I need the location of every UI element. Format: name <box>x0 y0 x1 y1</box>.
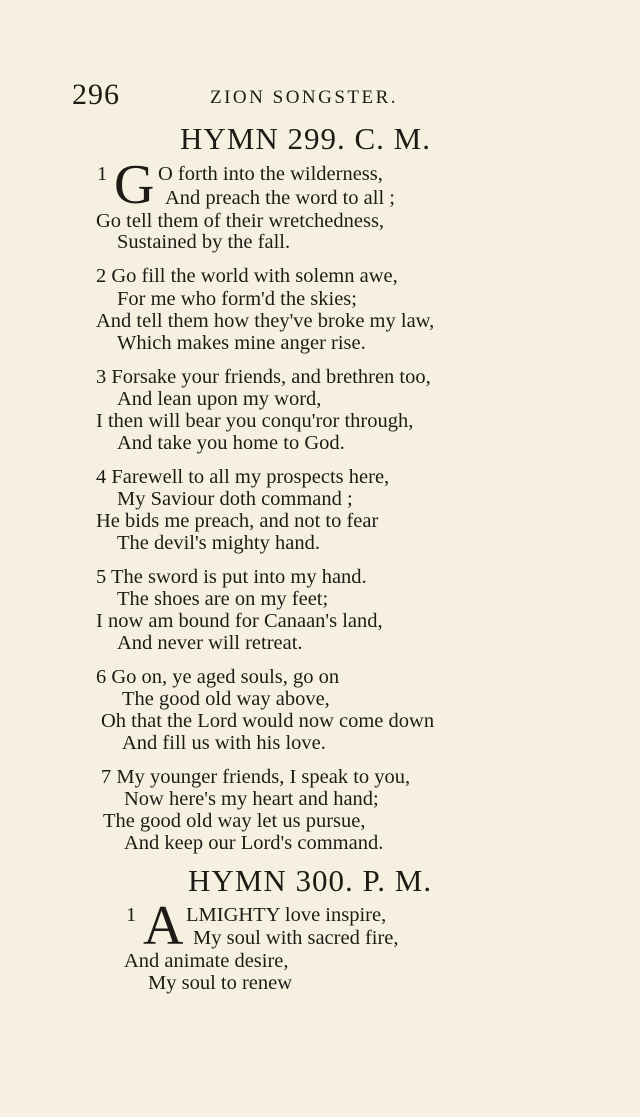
verse-line: And lean upon my word, <box>117 388 322 410</box>
verse-line: My Saviour doth command ; <box>117 488 353 510</box>
verse-line: The shoes are on my feet; <box>117 588 329 610</box>
verse-line: For me who form'd the skies; <box>117 288 357 310</box>
verse-line: LMIGHTY love inspire, <box>186 904 387 926</box>
verse-line: Oh that the Lord would now come down <box>101 710 435 732</box>
verse-line: 7 My younger friends, I speak to you, <box>101 766 411 788</box>
verse-line: Go tell them of their wretchedness, <box>96 210 385 232</box>
verse-line: And preach the word to all ; <box>165 187 395 209</box>
verse-number: 1 <box>126 904 137 926</box>
verse-line: I then will bear you conqu'ror through, <box>96 410 414 432</box>
verse-line: Now here's my heart and hand; <box>124 788 379 810</box>
verse-line: Which makes mine anger rise. <box>117 332 366 354</box>
verse-line: 5 The sword is put into my hand. <box>96 566 367 588</box>
page-number: 296 <box>72 78 120 111</box>
verse-line: O forth into the wilderness, <box>158 163 383 185</box>
hymn-299-title: HYMN 299. C. M. <box>180 121 431 156</box>
verse-line: And tell them how they've broke my law, <box>96 310 435 332</box>
verse-line: The good old way let us pursue, <box>103 810 366 832</box>
drop-cap: G <box>114 154 155 216</box>
verse-number: 1 <box>97 163 108 185</box>
verse-line: I now am bound for Canaan's land, <box>96 610 383 632</box>
verse-line: He bids me preach, and not to fear <box>96 510 379 532</box>
verse-line: The devil's mighty hand. <box>117 532 320 554</box>
verse-line: And fill us with his love. <box>122 732 326 754</box>
hymn-300-title: HYMN 300. P. M. <box>188 863 433 898</box>
verse-line: The good old way above, <box>122 688 330 710</box>
verse-line: And never will retreat. <box>117 632 303 654</box>
verse-line: And keep our Lord's command. <box>124 832 384 854</box>
verse-line: And animate desire, <box>124 950 289 972</box>
verse-line: 6 Go on, ye aged souls, go on <box>96 666 340 688</box>
drop-cap: A <box>143 895 184 957</box>
verse-line: My soul to renew <box>148 972 293 994</box>
verse-line: 3 Forsake your friends, and brethren too, <box>96 366 431 388</box>
running-title: ZION SONGSTER. <box>210 87 399 108</box>
verse-line: My soul with sacred fire, <box>193 927 399 949</box>
verse-line: And take you home to God. <box>117 432 345 454</box>
verse-line: 4 Farewell to all my prospects here, <box>96 466 390 488</box>
verse-line: 2 Go fill the world with solemn awe, <box>96 265 398 287</box>
running-head <box>72 78 572 112</box>
verse-line: Sustained by the fall. <box>117 231 291 253</box>
